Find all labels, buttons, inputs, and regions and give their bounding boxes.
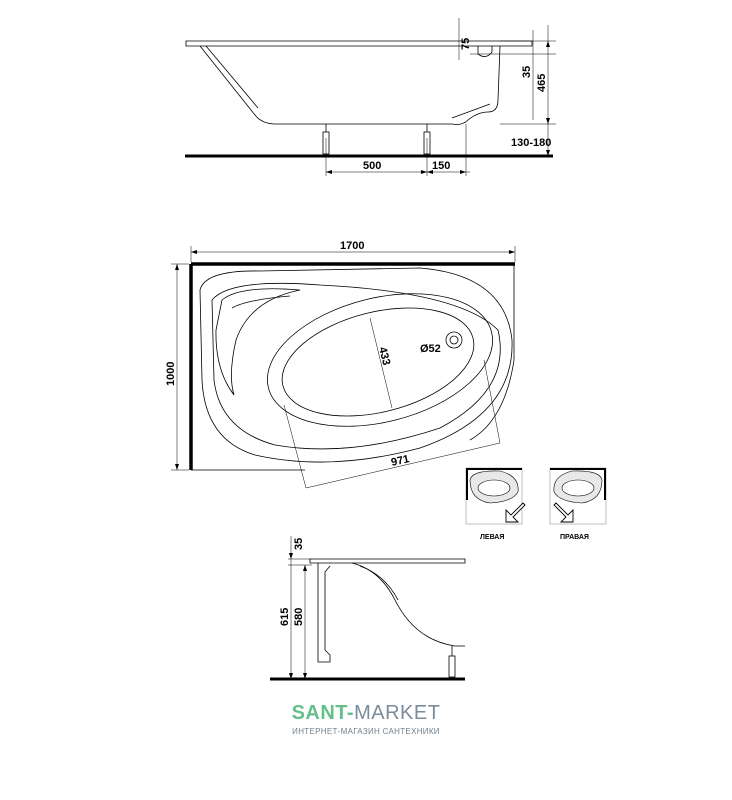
side-view — [185, 18, 556, 176]
side-tub-rim — [186, 41, 532, 46]
side-dim-35: 35 — [521, 65, 533, 78]
brand-subtitle: ИНТЕРНЕТ-МАГАЗИН САНТЕХНИКИ — [292, 727, 440, 736]
right-icon-basin — [562, 480, 594, 496]
side-dim-500: 500 — [363, 160, 382, 172]
plan-dim-433-label: 433 — [376, 345, 393, 367]
plan-arrow-2 — [509, 250, 515, 254]
front-rim — [310, 559, 465, 563]
plan-drain-outer — [446, 332, 462, 348]
plan-tub-inner-rim — [212, 283, 500, 449]
plan-view-arrows — [175, 250, 515, 470]
plan-arrow-3 — [175, 264, 179, 270]
brand-name-part1: SANT- — [291, 702, 355, 724]
side-arrow-6 — [546, 118, 550, 124]
orientation-left — [466, 468, 525, 524]
front-arrow-3 — [303, 565, 307, 571]
front-arrow-1 — [289, 553, 293, 559]
front-view — [270, 536, 465, 679]
side-dim-75: 75 — [460, 37, 472, 50]
front-leg — [449, 656, 455, 677]
front-panel — [318, 563, 330, 662]
front-dim-580: 580 — [293, 607, 305, 626]
plan-armrest — [216, 289, 300, 395]
plan-basin-inner — [271, 290, 485, 434]
brand-name-part2: MARKET — [354, 702, 441, 724]
plan-dim-1700-label: 1700 — [340, 240, 365, 252]
side-view-arrows — [326, 41, 550, 174]
plan-dim-971-ext-r — [484, 360, 500, 443]
plan-drain-inner — [450, 336, 458, 344]
side-arrow-4 — [460, 170, 466, 174]
orientation-right-label: ПРАВАЯ — [560, 534, 589, 541]
side-tub-body — [200, 46, 500, 125]
plan-dim-971-label: 971 — [389, 453, 411, 469]
side-arrow-5 — [546, 41, 550, 47]
left-icon-basin — [478, 480, 510, 496]
side-dim-465: 465 — [536, 73, 548, 92]
orientation-right — [550, 468, 606, 524]
front-dim-35: 35 — [293, 537, 305, 550]
side-arrow-1 — [326, 170, 332, 174]
plan-dim-1000-label: 1000 — [165, 361, 177, 386]
side-waste-fitting — [478, 46, 492, 57]
plan-arrow-1 — [191, 250, 197, 254]
plan-dim-52-label: Ø52 — [420, 343, 441, 355]
side-dim-130-180: 130-180 — [511, 137, 552, 149]
front-dim-615: 615 — [279, 607, 291, 626]
side-arrow-2 — [421, 170, 427, 174]
orientation-left-label: ЛЕВАЯ — [480, 534, 505, 541]
front-tub-body — [352, 563, 465, 646]
brand-logo — [0, 702, 732, 725]
plan-view — [171, 246, 515, 488]
plan-arrow-4 — [175, 464, 179, 470]
side-dim-150: 150 — [432, 160, 451, 172]
right-icon-arrow — [554, 503, 573, 522]
